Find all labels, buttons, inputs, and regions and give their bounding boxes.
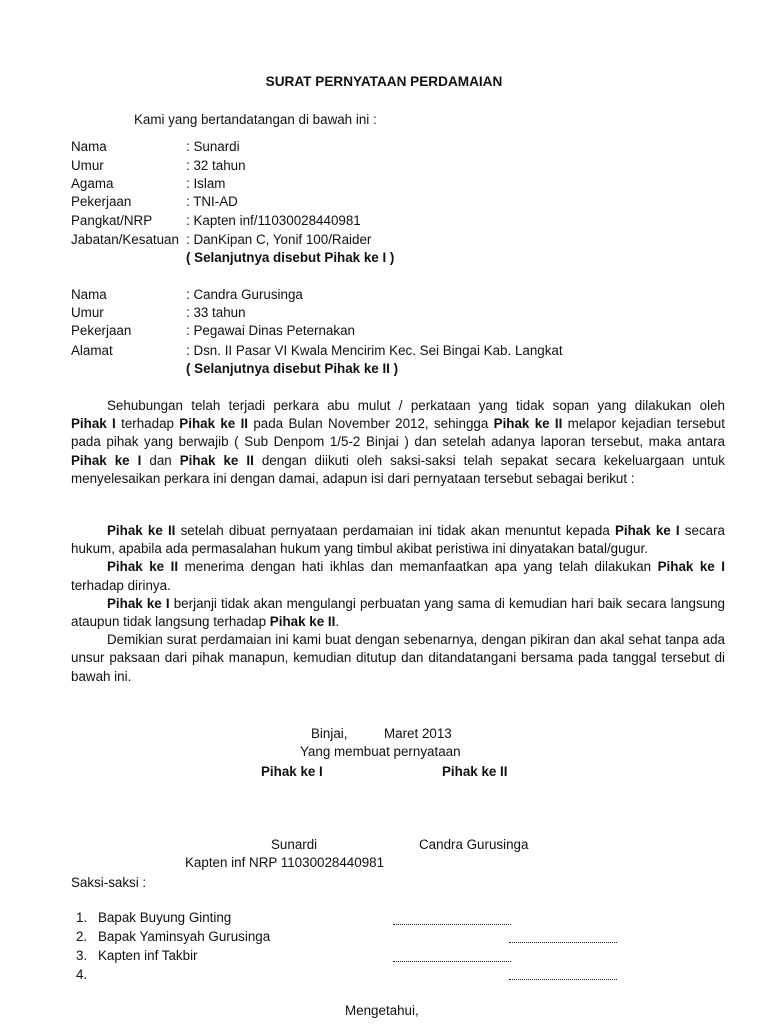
body-paragraph-4 [71,595,725,631]
body-paragraph-2 [71,522,725,558]
bold-pihak-ke-i: Pihak ke I [614,523,680,538]
bold-pihak-i: Pihak I [71,416,116,432]
party2-value-name: : Candra Gurusinga [186,287,303,302]
party1-label-religion: Agama [71,176,114,191]
paragraph-1-first-line: Sehubungan telah terjadi perkara abu mulut / perkataan yang tidak sopan yang dilakukan oleh [107,398,725,413]
bold-pihak-ke-ii: Pihak ke II [107,523,176,538]
party2-value-job: : Pegawai Dinas Peternakan [186,323,355,338]
text-span: menerima dengan hati ikhlas dan memanfaatkan apa yang telah dilakukan [178,559,658,575]
signature-party1-rank: Kapten inf NRP 11030028440981 [185,855,385,870]
text-span: . [335,614,340,630]
intro-text: Kami yang bertandatangan di bawah ini : [134,112,377,127]
party1-value-job: : TNI-AD [186,194,238,209]
party2-value-age: : 33 tahun [186,305,246,320]
text-span: melapor kejadian tersebut pada pihak yang berwajib ( Sub Denpom 1/5-2 Binjai ) dan setelah adanya laporan tersebut, maka antara [71,416,725,450]
party1-label-rank: Pangkat/NRP [71,213,153,228]
witness-1-signature-line [393,924,511,925]
body-paragraph-5: Demikian surat perdamaian ini kami buat dengan sebenarnya, dengan pikiran dan akal sehat tanpa ada unsur paksaan dari pihak manapun, kemudian ditutup dan ditandatangani bersama pada tanggal tersebut di bawah ini. [71,632,725,684]
party1-value-rank: : Kapten inf/11030028440981 [186,213,361,228]
party1-value-religion: : Islam [186,176,226,191]
party1-label-name: Nama [71,139,107,154]
acknowledged-label: Mengetahui, [345,1003,419,1018]
bold-pihak-ke-ii: Pihak ke II [493,416,563,432]
witness-1-number: 1. [76,910,88,925]
bold-pihak-ke-i: Pihak ke I [657,559,725,575]
bold-pihak-ke-ii: Pihak ke II [107,559,179,575]
party1-label-age: Umur [71,158,104,173]
bold-pihak-ke-i: Pihak ke I [107,595,170,611]
text-span: terhadap [115,416,180,432]
party2-note: ( Selanjutnya disebut Pihak ke II ) [186,361,399,376]
bold-pihak-ke-ii: Pihak ke II [179,452,254,468]
text-span: dengan diikuti oleh saksi-saksi telah sepakat secara kekeluargaan untuk menyelesaikan perkara ini dengan damai, adapun isi dari pernyataan tersebut sebagai berikut : [71,452,725,486]
signature-party1-label: Pihak ke I [261,764,323,779]
text-span: dan [141,452,180,468]
party2-label-name: Nama [71,287,107,302]
body-paragraph-3 [71,558,725,594]
witness-4-number: 4. [76,967,88,982]
signature-party1-name: Sunardi [271,837,318,852]
bold-pihak-ke-ii: Pihak ke II [269,614,336,630]
witness-2-number: 2. [76,929,88,944]
signature-party2-name: Candra Gurusinga [419,837,529,852]
signature-place: Binjai, [311,726,348,741]
witness-3-name: Kapten inf Takbir [98,948,198,963]
party1-label-job: Pekerjaan [71,194,132,209]
signature-date: Maret 2013 [384,726,452,741]
witness-3-number: 3. [76,948,88,963]
text-span: setelah dibuat pernyataan perdamaian ini tidak akan menuntut kepada [175,523,615,538]
witness-3-signature-line [393,961,511,962]
text-span: terhadap dirinya. [71,577,171,593]
signature-party2-label: Pihak ke II [442,764,508,779]
text-span: secara hukum, apabila ada permasalahan hukum yang timbul akibat peristiwa ini dinyatakan batal/gugur. [71,523,725,557]
party1-value-name: : Sunardi [186,139,240,154]
party2-label-job: Pekerjaan [71,323,132,338]
witness-2-signature-line [509,942,617,943]
party2-label-address: Alamat [71,343,113,358]
document-title: SURAT PERNYATAAN PERDAMAIAN [265,74,503,89]
bold-pihak-ke-i: Pihak ke I [71,452,142,468]
witness-2-name: Bapak Yaminsyah Gurusinga [98,929,271,944]
paragraph-1-rest [71,415,725,488]
bold-pihak-ke-ii: Pihak ke II [179,416,249,432]
party2-value-address: : Dsn. II Pasar VI Kwala Mencirim Kec. Sei Bingai Kab. Langkat [186,343,563,358]
body-paragraphs [71,522,725,686]
witnesses-heading: Saksi-saksi : [71,875,147,890]
party1-value-position: : DanKipan C, Yonif 100/Raider [186,232,372,247]
signature-maker: Yang membuat pernyataan [300,744,461,759]
witness-4-signature-line [509,979,617,980]
body-paragraph-1 [71,397,725,488]
party1-note: ( Selanjutnya disebut Pihak ke I ) [186,250,395,265]
party1-value-age: : 32 tahun [186,158,246,173]
witness-1-name: Bapak Buyung Ginting [98,910,232,925]
text-span: pada Bulan November 2012, sehingga [248,416,494,432]
text-span: berjanji tidak akan mengulangi perbuatan yang sama di kemudian hari baik secara langsung ataupun tidak langsung terhadap [71,595,725,630]
party1-label-position: Jabatan/Kesatuan [71,232,179,247]
party2-label-age: Umur [71,305,104,320]
